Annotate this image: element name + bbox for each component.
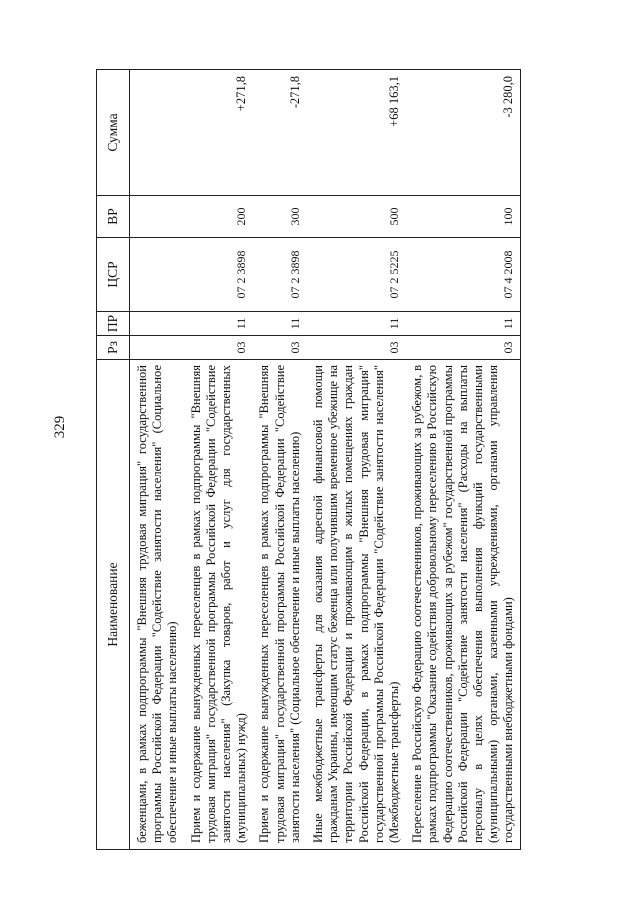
row-sum: [130, 70, 184, 196]
row-rz: 03: [405, 336, 520, 360]
row-name: Прием и содержание вынужденных переселенцев в рамках подпрограммы "Внешняя трудовая миграция" государственной программы Российской Федерации "Содействие занятости населения" (Закупка товаров, работ и услуг для государственных (муниципальных) нужд): [184, 360, 253, 850]
row-name: Прием и содержание вынужденных переселенцев в рамках подпрограммы "Внешняя трудовая миграция" государственной программы Российской Федерации "Содействие занятости населения" (Социальное обеспечение и иные выплаты населению): [252, 360, 306, 850]
row-csr: [130, 238, 184, 312]
row-vr: 500: [306, 196, 405, 238]
row-vr: 200: [184, 196, 253, 238]
row-pr: 11: [184, 312, 253, 336]
row-rz: 03: [184, 336, 253, 360]
header-csr: ЦСР: [97, 238, 130, 312]
row-sum: -271,8: [252, 70, 306, 196]
row-name: Переселение в Российскую Федерацию соотечественников, проживающих за рубежом, в рамках подпрограммы "Оказание содействия добровольному переселению в Российскую Федерацию соотечественников, проживающих за рубежом" государственной программы Российской Федерации "Содействие занятости населения" (Расходы на выплаты персоналу в целях обеспечения выполнения функций государственными (муниципальными) органами, казенными учреждениями, органами управления государственными внебюджетными фондами): [405, 360, 520, 850]
row-csr: 07 2 3898: [184, 238, 253, 312]
row-vr: 300: [252, 196, 306, 238]
table-row: [184, 70, 253, 850]
table-row: [130, 70, 184, 850]
row-sum: +68 163,1: [306, 70, 405, 196]
row-name: Иные межбюджетные трансферты для оказания адресной финансовой помощи гражданам Украины, имеющим статус беженца или получившим временное убежище на территории Российской Федерации и проживающим в жилых помещениях граждан Российской Федерации, в рамках подпрограммы "Внешняя трудовая миграция" государственной программы Российской Федерации "Содействие занятости населения" (Межбюджетные трансферты): [306, 360, 405, 850]
row-pr: 11: [306, 312, 405, 336]
header-pr: ПР: [97, 312, 130, 336]
row-name: беженцами, в рамках подпрограммы "Внешняя трудовая миграция" государственной программы Российской Федерации "Содействие занятости населения" (Социальное обеспечение и иные выплаты населению): [130, 360, 184, 850]
budget-table: [96, 69, 521, 850]
page-number: 329: [52, 415, 68, 439]
table-header-row: [97, 70, 130, 850]
row-rz: [130, 336, 184, 360]
header-sum: Сумма: [97, 70, 130, 196]
header-rz: Рз: [97, 336, 130, 360]
row-sum: -3 280,0: [405, 70, 520, 196]
row-vr: [130, 196, 184, 238]
row-rz: 03: [252, 336, 306, 360]
header-name: Наименование: [97, 360, 130, 850]
table-row: [405, 70, 520, 850]
row-rz: 03: [306, 336, 405, 360]
row-pr: 11: [405, 312, 520, 336]
row-sum: +271,8: [184, 70, 253, 196]
table-row: [306, 70, 405, 850]
header-vr: ВР: [97, 196, 130, 238]
row-pr: 11: [252, 312, 306, 336]
row-csr: 07 2 5225: [306, 238, 405, 312]
budget-table-rotated: [96, 70, 606, 850]
row-csr: 07 2 3898: [252, 238, 306, 312]
row-pr: [130, 312, 184, 336]
table-row: [252, 70, 306, 850]
row-csr: 07 4 2008: [405, 238, 520, 312]
row-vr: 100: [405, 196, 520, 238]
